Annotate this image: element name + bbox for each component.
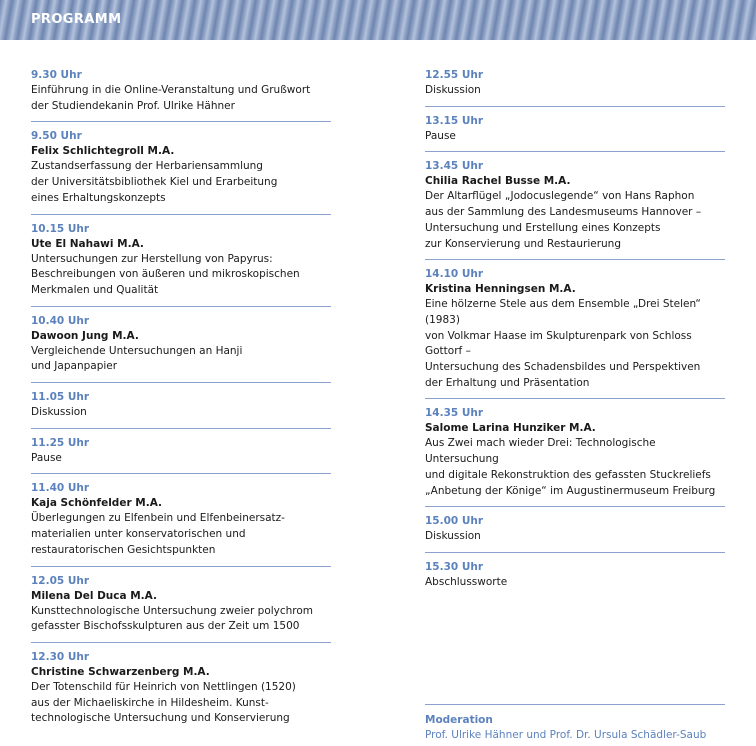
entry-description: Der Totenschild für Heinrich von Nettlingen (1520) aus der Michaeliskirche in Hildesheim. Kunst- technologische Untersuchung und Konservierung bbox=[31, 680, 296, 725]
moderation-block bbox=[425, 704, 725, 743]
entry-time: 11.40 Uhr bbox=[31, 482, 90, 495]
entry-description: Kunsttechnologische Untersuchung zweier polychrom gefasster Bischofsskulpturen aus der Zeit um 1500 bbox=[31, 604, 314, 633]
entry-speaker: Ute El Nahawi M.A. bbox=[31, 237, 144, 250]
header-banner bbox=[0, 0, 756, 40]
program-entry bbox=[425, 406, 725, 507]
program-entry bbox=[31, 68, 331, 122]
program-entry bbox=[31, 222, 331, 307]
entry-time: 12.05 Uhr bbox=[31, 574, 90, 587]
program-entry bbox=[31, 574, 331, 643]
entry-description: Einführung in die Online-Veranstaltung und Grußwort der Studiendekanin Prof. Ulrike Hähner bbox=[31, 84, 311, 112]
entry-speaker: Kaja Schönfelder M.A. bbox=[31, 497, 163, 510]
program-column-left bbox=[31, 68, 331, 741]
entry-speaker: Salome Larina Hunziker M.A. bbox=[425, 422, 596, 435]
entry-time: 11.05 Uhr bbox=[31, 391, 90, 404]
entry-description: Diskussion bbox=[31, 406, 87, 419]
entry-time: 15.30 Uhr bbox=[425, 560, 484, 573]
entry-description: Abschlussworte bbox=[425, 575, 508, 588]
entry-speaker: Kristina Henningsen M.A. bbox=[425, 283, 576, 296]
entry-description: Untersuchungen zur Herstellung von Papyrus: Beschreibungen von äußeren und mikroskopischen Merkmalen und Qualität bbox=[31, 252, 300, 296]
entry-time: 14.10 Uhr bbox=[425, 268, 484, 281]
entry-time: 13.15 Uhr bbox=[425, 114, 484, 127]
program-entry bbox=[425, 560, 725, 598]
moderation-names: Prof. Ulrike Hähner und Prof. Dr. Ursula Schädler-Saub bbox=[425, 729, 707, 741]
entry-time: 10.15 Uhr bbox=[31, 222, 90, 235]
entry-speaker: Dawoon Jung M.A. bbox=[31, 329, 139, 342]
program-column-right bbox=[425, 68, 725, 605]
entry-speaker: Chilia Rachel Busse M.A. bbox=[425, 175, 571, 188]
entry-time: 9.30 Uhr bbox=[31, 69, 82, 81]
entry-time: 9.50 Uhr bbox=[31, 130, 82, 143]
program-entry bbox=[31, 650, 331, 734]
page-title: PROGRAMM bbox=[31, 12, 122, 27]
entry-description: Eine hölzerne Stele aus dem Ensemble „Drei Stelen“ (1983) von Volkmar Haase im Skulpturenpark von Schloss Gottorf – Untersuchung des Schadensbildes und Perspektiven der Erhaltung und Präsentation bbox=[425, 298, 701, 389]
entry-time: 13.45 Uhr bbox=[425, 160, 484, 173]
program-entry bbox=[31, 436, 331, 475]
program-entry bbox=[31, 129, 331, 214]
program-entry bbox=[31, 390, 331, 429]
entry-description: Pause bbox=[31, 451, 62, 464]
entry-speaker: Christine Schwarzenberg M.A. bbox=[31, 665, 210, 678]
entry-description: Der Altarflügel „Jodocuslegende“ von Hans Raphon aus der Sammlung des Landesmuseums Hannover – Untersuchung und Erstellung eines Konzepts zur Konservierung und Restaurierung bbox=[425, 190, 702, 250]
program-entry bbox=[31, 481, 331, 566]
entry-description: Pause bbox=[425, 129, 456, 142]
entry-speaker: Milena Del Duca M.A. bbox=[31, 589, 157, 602]
program-entry bbox=[425, 267, 725, 399]
entry-time: 15.00 Uhr bbox=[425, 515, 484, 528]
program-entry bbox=[425, 114, 725, 153]
entry-description: Aus Zwei mach wieder Drei: Technologische Untersuchung und digitale Rekonstruktion des gefassten Stuckreliefs „Anbetung der Könige“ im Augustinermuseum Freiburg bbox=[425, 437, 716, 497]
entry-description: Zustandserfassung der Herbariensammlung der Universitätsbibliothek Kiel und Erarbeitung eines Erhaltungskonzepts bbox=[31, 160, 278, 204]
entry-description: Diskussion bbox=[425, 530, 481, 543]
entry-description: Diskussion bbox=[425, 84, 481, 96]
entry-time: 10.40 Uhr bbox=[31, 314, 90, 327]
entry-speaker: Felix Schlichtegroll M.A. bbox=[31, 145, 175, 158]
entry-time: 14.35 Uhr bbox=[425, 407, 484, 420]
entry-time: 12.30 Uhr bbox=[31, 650, 90, 663]
program-entry bbox=[425, 68, 725, 107]
program-entry bbox=[425, 159, 725, 260]
program-entry bbox=[31, 314, 331, 383]
entry-description: Vergleichende Untersuchungen an Hanji und Japanpapier bbox=[31, 344, 243, 373]
program-entry bbox=[425, 514, 725, 553]
moderation-label: Moderation bbox=[425, 714, 493, 726]
entry-description: Überlegungen zu Elfenbein und Elfenbeinersatz- materialien unter konservatorischen und restauratorischen Gesichtspunkten bbox=[31, 512, 285, 556]
entry-time: 11.25 Uhr bbox=[31, 436, 90, 449]
entry-time: 12.55 Uhr bbox=[425, 69, 484, 81]
